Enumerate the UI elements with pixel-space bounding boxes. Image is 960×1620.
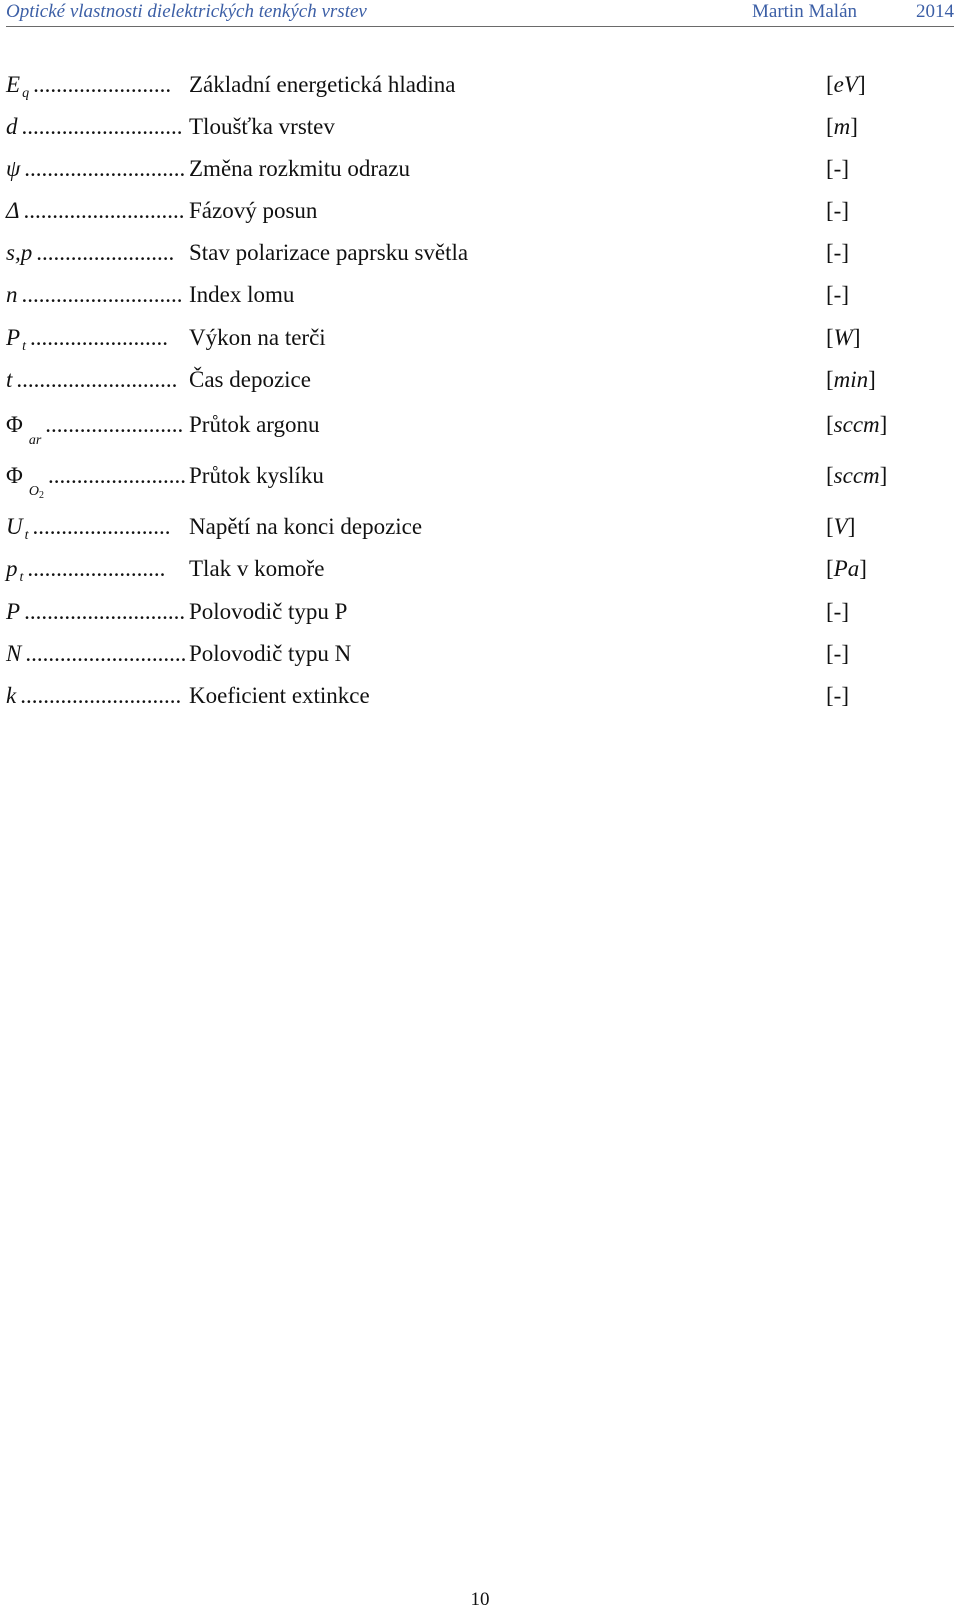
symbol-base: s,p — [6, 240, 33, 265]
symbol-description: Změna rozkmitu odrazu — [189, 156, 410, 181]
unit-value: V — [833, 514, 848, 539]
symbol-unit: [-] — [826, 156, 850, 181]
symbol-row — [0, 510, 960, 544]
symbol-unit: [Pa] — [826, 556, 867, 581]
symbol-unit: [-] — [826, 599, 850, 624]
header-year: 2014 — [916, 1, 954, 22]
symbol-description: Tloušťka vrstev — [189, 114, 335, 139]
symbol-description: Polovodič typu N — [189, 641, 352, 666]
symbol — [6, 510, 171, 553]
symbol-description: Tlak v komoře — [189, 556, 325, 581]
symbol-row — [0, 679, 960, 713]
symbol-unit: [-] — [826, 641, 850, 666]
leader-dots: ........................ — [33, 72, 172, 97]
symbol-row — [0, 459, 960, 501]
symbol-subscript: t — [24, 528, 29, 543]
symbol-base: P — [6, 325, 21, 350]
symbol-base: Φ — [6, 463, 23, 488]
symbol-description: Fázový posun — [189, 198, 318, 223]
leader-dots: ........................ — [36, 240, 175, 265]
symbol-base: Δ — [6, 198, 20, 223]
symbol-unit: [eV] — [826, 72, 866, 97]
symbol — [6, 278, 183, 312]
leader-dots: ............................ — [21, 114, 183, 139]
header-author: Martin Malán — [752, 1, 858, 22]
symbol-unit: [min] — [826, 367, 876, 392]
leader-dots: ........................ — [29, 325, 168, 350]
symbol-base: U — [6, 514, 23, 539]
leader-dots: ........................ — [47, 463, 186, 488]
symbol-description: Průtok kyslíku — [189, 463, 324, 488]
symbol-subscript — [29, 484, 44, 499]
symbol-unit: [sccm] — [826, 463, 888, 488]
symbol-unit: [-] — [826, 240, 850, 265]
symbol-base: E — [6, 72, 21, 97]
unit-value: - — [833, 198, 842, 223]
symbol-description: Koeficient extinkce — [189, 683, 370, 708]
symbol-row — [0, 321, 960, 355]
symbol-unit: [m] — [826, 114, 858, 139]
symbol-row — [0, 408, 960, 448]
symbol-base: k — [6, 683, 17, 708]
symbol-base: N — [6, 641, 22, 666]
symbol-subscript: t — [19, 570, 24, 585]
leader-dots: ............................ — [25, 641, 187, 666]
unit-value: - — [833, 599, 842, 624]
page-number: 10 — [470, 1589, 490, 1610]
symbol-unit: [V] — [826, 514, 856, 539]
unit-value: Pa — [833, 556, 860, 581]
subscript-index: 2 — [38, 490, 44, 501]
symbol-description: Výkon na terči — [189, 325, 326, 350]
symbol-subscript: q — [22, 86, 30, 101]
unit-value: m — [833, 114, 851, 139]
symbol-unit: [-] — [826, 198, 850, 223]
symbol-row — [0, 110, 960, 144]
symbol — [6, 637, 186, 671]
unit-value: - — [833, 156, 842, 181]
unit-value: - — [833, 683, 842, 708]
subscript-letter: O — [28, 484, 39, 499]
symbol-row — [0, 637, 960, 671]
leader-dots: ............................ — [23, 198, 185, 223]
symbol-description: Průtok argonu — [189, 412, 320, 437]
symbol-base: d — [6, 114, 18, 139]
unit-value: - — [833, 641, 842, 666]
unit-value: - — [833, 240, 842, 265]
symbol — [6, 552, 165, 595]
symbol — [6, 194, 185, 228]
symbol-row — [0, 363, 960, 397]
symbol — [6, 236, 174, 270]
leader-dots: ............................ — [16, 367, 178, 392]
unit-value: - — [833, 282, 842, 307]
symbol-row — [0, 236, 960, 270]
symbol — [6, 321, 168, 364]
symbol-unit: [-] — [826, 683, 850, 708]
symbol-list — [0, 0, 960, 760]
symbol — [6, 68, 171, 111]
leader-dots: ............................ — [24, 156, 186, 181]
unit-value: W — [833, 325, 853, 350]
symbol-unit: [sccm] — [826, 412, 888, 437]
symbol-base: n — [6, 282, 18, 307]
symbol-description: Čas depozice — [189, 367, 311, 392]
unit-value: sccm — [833, 412, 880, 437]
symbol — [6, 459, 186, 513]
leader-dots: ........................ — [27, 556, 166, 581]
symbol — [6, 363, 177, 397]
symbol-description: Stav polarizace paprsku světla — [189, 240, 469, 265]
header-document-title: Optické vlastnosti dielektrických tenkých vrstev — [6, 1, 367, 22]
symbol-base: P — [6, 599, 21, 624]
symbol-base: t — [6, 367, 13, 392]
symbol-base: ψ — [6, 156, 21, 181]
symbol-base: p — [6, 556, 18, 581]
symbol-unit: [-] — [826, 282, 850, 307]
symbol — [6, 679, 181, 713]
symbol-subscript: t — [22, 339, 26, 354]
unit-value: min — [833, 367, 869, 392]
symbol — [6, 110, 183, 144]
symbol-base: Φ — [6, 412, 23, 437]
symbol-description: Základní energetická hladina — [189, 72, 456, 97]
leader-dots: ............................ — [20, 683, 182, 708]
symbol-description: Index lomu — [189, 282, 295, 307]
symbol — [6, 408, 183, 458]
symbol-subscript: ar — [28, 433, 42, 448]
symbol-unit: [W] — [826, 325, 861, 350]
symbol — [6, 152, 185, 186]
leader-dots: ............................ — [21, 282, 183, 307]
symbol-row — [0, 68, 960, 102]
leader-dots: ........................ — [32, 514, 171, 539]
symbol-row — [0, 194, 960, 228]
symbol — [6, 595, 185, 629]
symbol-row — [0, 595, 960, 629]
symbol-description: Napětí na konci depozice — [189, 514, 423, 539]
symbol-row — [0, 152, 960, 186]
leader-dots: ........................ — [45, 412, 184, 437]
symbol-row — [0, 278, 960, 312]
unit-value: sccm — [833, 463, 880, 488]
symbol-row — [0, 552, 960, 586]
symbol-description: Polovodič typu P — [189, 599, 348, 624]
leader-dots: ............................ — [24, 599, 186, 624]
unit-value: eV — [833, 72, 858, 97]
